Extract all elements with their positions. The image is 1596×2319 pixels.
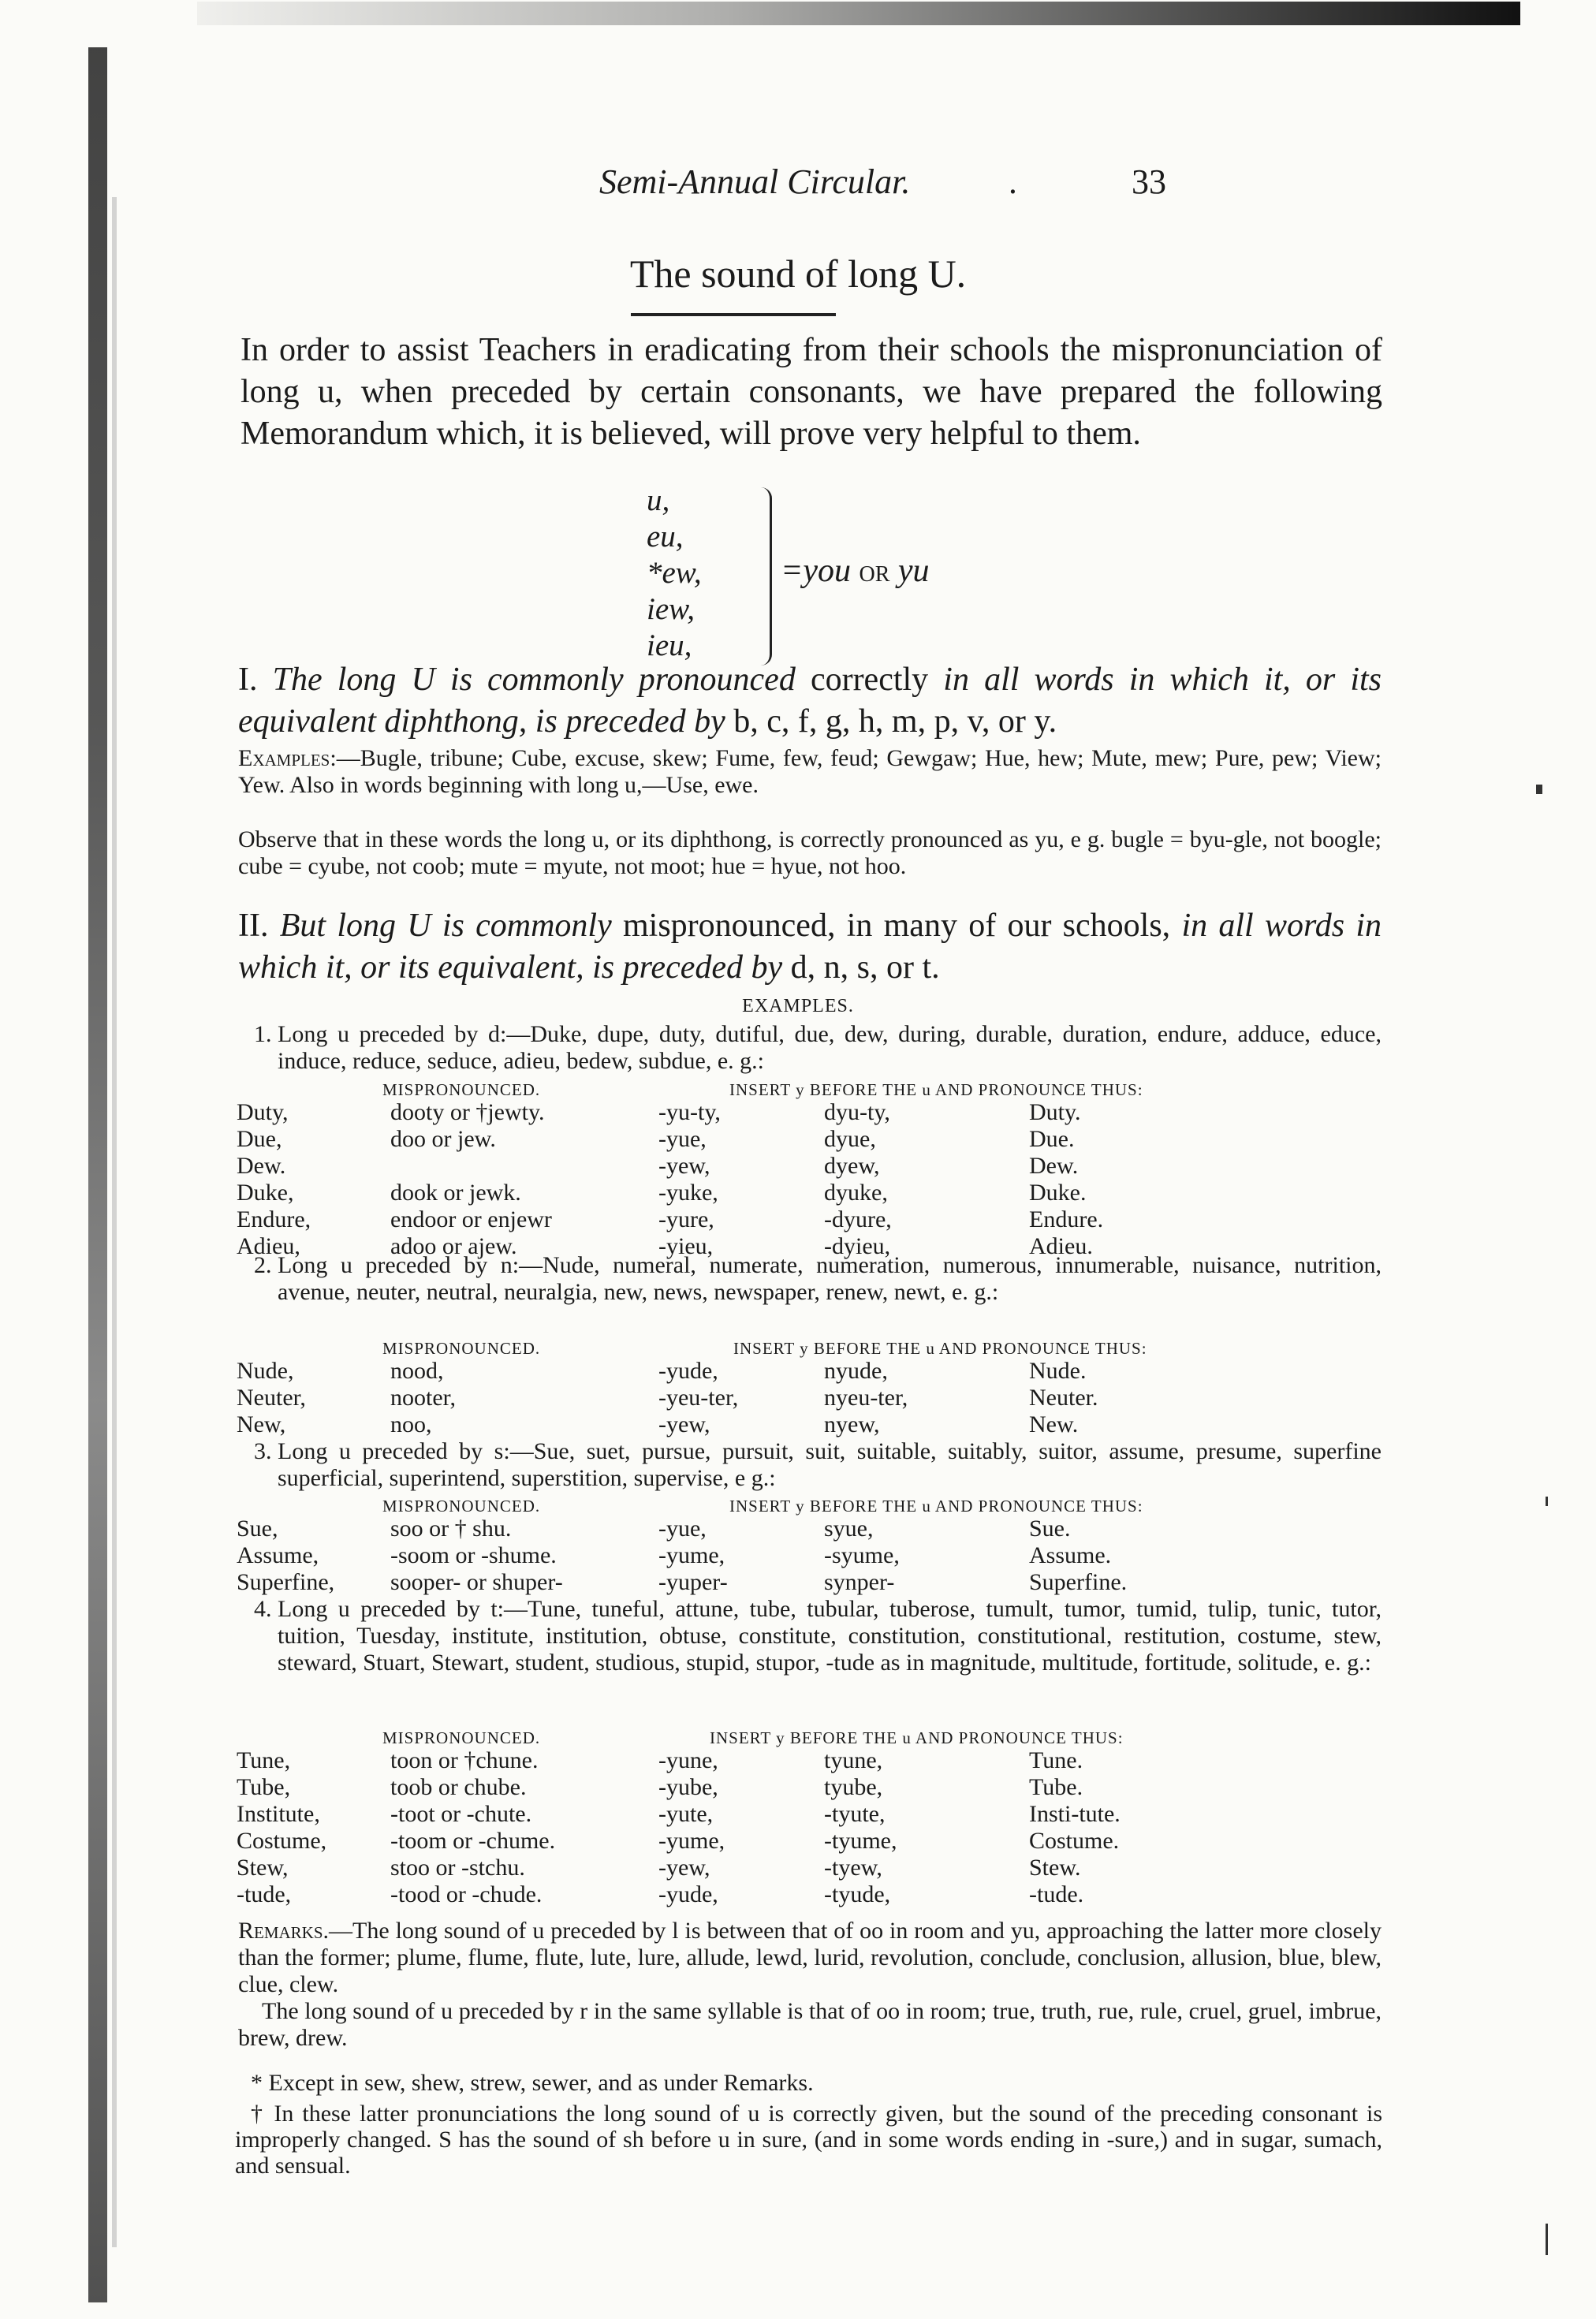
table-cell: -yew,: [658, 1855, 710, 1881]
table-cell: -yuper-: [658, 1569, 728, 1595]
table-cell: dyuke,: [824, 1180, 888, 1206]
examples-one: Examples:—Bugle, tribune; Cube, excuse, skew; Fume, few, feud; Gewgaw; Hue, hew; Mute, mew; Pure, pew; View; Yew. Also in words beginning with long u,—Use, ewe.: [238, 745, 1382, 798]
footnote-asterisk: * Except in sew, shew, strew, sewer, and as under Remarks.: [251, 2070, 814, 2096]
table-row: [237, 1801, 1187, 1828]
remarks-paragraph-two: The long sound of u preceded by r in the same syllable is that of oo in room; true, truth, rue, rule, cruel, gruel, imbrue, brew, drew.: [238, 1998, 1382, 2051]
table-cell: New,: [237, 1411, 286, 1437]
table-cell: toob or chube.: [390, 1774, 527, 1800]
table-cell: Sue.: [1029, 1516, 1071, 1542]
table-cell: toon or †chune.: [390, 1747, 539, 1773]
table-row: [237, 1358, 1187, 1385]
page-number: 33: [1132, 162, 1166, 201]
table-row: [237, 1828, 1187, 1855]
table-cell: Neuter,: [237, 1385, 306, 1411]
table-cell: Dew.: [237, 1153, 286, 1179]
table-cell: dyu-ty,: [824, 1099, 890, 1125]
table-cell: endoor or enjewr: [390, 1206, 552, 1232]
section-t: 4. Long u preceded by t:—Tune, tuneful, attune, tube, tubular, tuberose, tumult, tumor, tumid, tulip, tunic, tutor, tuition, Tuesday, institute, institution, obtuse, constitute, constitution, constitutional, restitution, costume, stew, steward, Stuart, Stewart, student, studious, stupid, stupor, -tude as in magnitude, multitude, fortitude, solitude, e. g.:: [254, 1596, 1382, 1676]
form-ew: *ew,: [647, 556, 702, 590]
table-cell: -syume,: [824, 1542, 900, 1568]
header-dot: .: [1009, 162, 1018, 201]
table-cell: Dew.: [1029, 1153, 1079, 1179]
table-cell: nood,: [390, 1358, 444, 1384]
section-heading: The sound of long U.: [629, 252, 967, 296]
table-cell: dook or jewk.: [390, 1180, 521, 1206]
col-head-insert: INSERT y BEFORE THE u AND PRONOUNCE THUS:: [710, 1728, 1124, 1747]
table-cell: Assume,: [237, 1542, 319, 1568]
col-head-insert: INSERT y BEFORE THE u AND PRONOUNCE THUS:: [729, 1080, 1143, 1099]
table-row: [237, 1542, 1187, 1569]
table-row: [237, 1516, 1187, 1542]
table-cell: -dyieu,: [824, 1233, 891, 1259]
table-cell: -tude,: [237, 1881, 292, 1907]
table-cell: New.: [1029, 1411, 1079, 1437]
margin-mark: [1546, 1497, 1548, 1506]
table-cell: -yure,: [658, 1206, 714, 1232]
section-s: 3. Long u preceded by s:—Sue, suet, pursue, pursuit, suit, suitable, suitably, suitor, assume, presume, superfine superficial, superintend, superstition, supervise, e g.:: [254, 1438, 1382, 1491]
table-t-body: [237, 1747, 1187, 1908]
heading-rule: [631, 313, 836, 316]
table-row: [237, 1099, 1187, 1126]
table-row: [237, 1180, 1187, 1206]
table-s-body: [237, 1516, 1187, 1596]
table-cell: Costume.: [1029, 1828, 1120, 1854]
table-n-body: [237, 1358, 1187, 1438]
table-cell: -dyure,: [824, 1206, 892, 1232]
table-cell: nyew,: [824, 1411, 880, 1437]
table-row: [237, 1747, 1187, 1774]
table-cell: Duty.: [1029, 1099, 1081, 1125]
intro-paragraph: In order to assist Teachers in eradicating from their schools the mispronunciation of long u, when preceded by certain consonants, we have prepared the following Memorandum which, it is believed, will prove very helpful to them.: [241, 332, 1382, 452]
footnote-dagger: † In these latter pronunciations the long sound of u is correctly given, but the sound of the preceding consonant is improperly changed. S has the sound of sh before u in sure, (and in some words ending in -sure,) and in sugar, sumach, and sensual.: [235, 2101, 1382, 2179]
table-cell: soo or † shu.: [390, 1516, 512, 1542]
table-cell: Due.: [1029, 1126, 1075, 1152]
table-cell: Neuter.: [1029, 1385, 1098, 1411]
table-cell: Tube,: [237, 1774, 291, 1800]
table-s: [237, 1516, 1187, 1596]
table-cell: noo,: [390, 1411, 432, 1437]
table-cell: Duke.: [1029, 1180, 1087, 1206]
table-cell: -toom or -chume.: [390, 1828, 556, 1854]
scan-edge-left-shadow: [112, 197, 117, 2247]
rule-one: I. The long U is commonly pronounced correctly in all words in which it, or its equivalent diphthong, is preceded by b, c, f, g, h, m, p, v, or y.: [238, 662, 1382, 740]
table-cell: Institute,: [237, 1801, 320, 1827]
table-cell: tyune,: [824, 1747, 883, 1773]
table-cell: Adieu,: [237, 1233, 300, 1259]
table-cell: -yude,: [658, 1881, 718, 1907]
scan-edge-left: [88, 47, 107, 2302]
table-cell: -toot or -chute.: [390, 1801, 532, 1827]
form-ieu: ieu,: [647, 628, 692, 662]
table-cell: Nude,: [237, 1358, 294, 1384]
table-cell: -yube,: [658, 1774, 718, 1800]
table-cell: -tyute,: [824, 1801, 886, 1827]
table-cell: Duke,: [237, 1180, 294, 1206]
equals-you: =you OR yu: [781, 553, 930, 589]
table-n: [237, 1358, 1187, 1438]
margin-mark: [1546, 2224, 1548, 2255]
table-d-body: [237, 1099, 1187, 1260]
table-cell: -tood or -chude.: [390, 1881, 543, 1907]
table-cell: Tune,: [237, 1747, 291, 1773]
table-cell: [390, 1153, 658, 1180]
table-cell: -yume,: [658, 1542, 725, 1568]
form-eu: eu,: [647, 520, 684, 554]
table-cell: -yew,: [658, 1411, 710, 1437]
table-cell: syue,: [824, 1516, 874, 1542]
col-head-mispronounced: MISPRONOUNCED.: [382, 1497, 541, 1516]
table-cell: Insti-tute.: [1029, 1801, 1121, 1827]
table-cell: nooter,: [390, 1385, 456, 1411]
table-cell: -yuke,: [658, 1180, 718, 1206]
table-cell: -yune,: [658, 1747, 718, 1773]
table-cell: -yume,: [658, 1828, 725, 1854]
table-row: [237, 1411, 1187, 1438]
table-cell: doo or jew.: [390, 1126, 496, 1152]
table-row: [237, 1881, 1187, 1908]
table-row: [237, 1206, 1187, 1233]
table-d: [237, 1099, 1187, 1260]
margin-mark: [1536, 785, 1542, 794]
table-cell: Due,: [237, 1126, 282, 1152]
table-cell: Endure,: [237, 1206, 311, 1232]
col-head-mispronounced: MISPRONOUNCED.: [382, 1728, 541, 1747]
section-n: 2. Long u preceded by n:—Nude, numeral, numerate, numeration, numerous, innumerable, nuisance, nutrition, avenue, neuter, neutral, neuralgia, new, news, newspaper, renew, newt, e. g.:: [254, 1252, 1382, 1305]
vowel-forms: [647, 483, 702, 664]
table-cell: dyue,: [824, 1126, 876, 1152]
table-cell: dyew,: [824, 1153, 880, 1179]
table-row: [237, 1855, 1187, 1881]
table-row: [237, 1126, 1187, 1153]
section-d: 1. Long u preceded by d:—Duke, dupe, duty, dutiful, due, dew, during, durable, duration, endure, adduce, educe, induce, reduce, seduce, adieu, bedew, subdue, e. g.:: [254, 1021, 1382, 1074]
rule-two: II. But long U is commonly mispronounced, in many of our schools, in all words in which it, or its equivalent, is preceded by d, n, s, or t.: [238, 908, 1382, 986]
table-cell: nyude,: [824, 1358, 888, 1384]
table-cell: stoo or -stchu.: [390, 1855, 525, 1881]
form-iew: iew,: [647, 592, 695, 626]
table-cell: Superfine.: [1029, 1569, 1128, 1595]
table-cell: Stew.: [1029, 1855, 1081, 1881]
table-t: [237, 1747, 1187, 1908]
table-cell: -yue,: [658, 1516, 707, 1542]
col-head-mispronounced: MISPRONOUNCED.: [382, 1080, 541, 1099]
table-cell: -yu-ty,: [658, 1099, 721, 1125]
table-cell: nyeu-ter,: [824, 1385, 908, 1411]
table-cell: Nude.: [1029, 1358, 1087, 1384]
examples-heading: EXAMPLES.: [742, 996, 854, 1016]
table-cell: dooty or †jewty.: [390, 1099, 545, 1125]
table-cell: adoo or ajew.: [390, 1233, 517, 1259]
brace-bracket: [755, 487, 772, 666]
table-row: [237, 1774, 1187, 1801]
table-cell: -yute,: [658, 1801, 714, 1827]
table-cell: Tune.: [1029, 1747, 1083, 1773]
observe-paragraph: Observe that in these words the long u, or its diphthong, is correctly pronounced as yu, e g. bugle = byu-gle, not boogle; cube = cyube, not coob; mute = myute, not moot; hue = hyue, not hoo.: [238, 826, 1382, 879]
table-cell: -yew,: [658, 1153, 710, 1179]
table-cell: -yieu,: [658, 1233, 714, 1259]
table-cell: -soom or -shume.: [390, 1542, 557, 1568]
table-cell: -tyude,: [824, 1881, 891, 1907]
table-cell: Sue,: [237, 1516, 278, 1542]
table-row: [237, 1569, 1187, 1596]
scan-edge-top: [197, 2, 1520, 25]
remarks-paragraph: Remarks.—The long sound of u preceded by l is between that of oo in room and yu, approaching the latter more closely than the former; plume, flume, flute, lute, lure, allude, lewd, lurid, revolution, conclude, conclusion, allusion, blue, blew, clue, clew.: [238, 1918, 1382, 1997]
table-cell: tyube,: [824, 1774, 883, 1800]
form-u: u,: [647, 483, 670, 517]
table-cell: Endure.: [1029, 1206, 1104, 1232]
table-cell: -yue,: [658, 1126, 707, 1152]
table-cell: Assume.: [1029, 1542, 1112, 1568]
table-row: [237, 1385, 1187, 1411]
table-cell: -yude,: [658, 1358, 718, 1384]
running-title: Semi-Annual Circular.: [599, 162, 911, 201]
table-cell: -tyew,: [824, 1855, 882, 1881]
table-cell: Tube.: [1029, 1774, 1083, 1800]
col-head-insert: INSERT y BEFORE THE u AND PRONOUNCE THUS:: [733, 1339, 1147, 1358]
col-head-mispronounced: MISPRONOUNCED.: [382, 1339, 541, 1358]
table-cell: Superfine,: [237, 1569, 335, 1595]
table-cell: -tude.: [1029, 1881, 1084, 1907]
table-cell: Costume,: [237, 1828, 327, 1854]
table-cell: synper-: [824, 1569, 895, 1595]
table-cell: Adieu.: [1029, 1233, 1093, 1259]
table-row: [237, 1153, 1187, 1180]
table-cell: -tyume,: [824, 1828, 897, 1854]
table-cell: sooper- or shuper-: [390, 1569, 563, 1595]
table-cell: Duty,: [237, 1099, 289, 1125]
table-cell: Stew,: [237, 1855, 289, 1881]
col-head-insert: INSERT y BEFORE THE u AND PRONOUNCE THUS:: [729, 1497, 1143, 1516]
table-cell: -yeu-ter,: [658, 1385, 739, 1411]
